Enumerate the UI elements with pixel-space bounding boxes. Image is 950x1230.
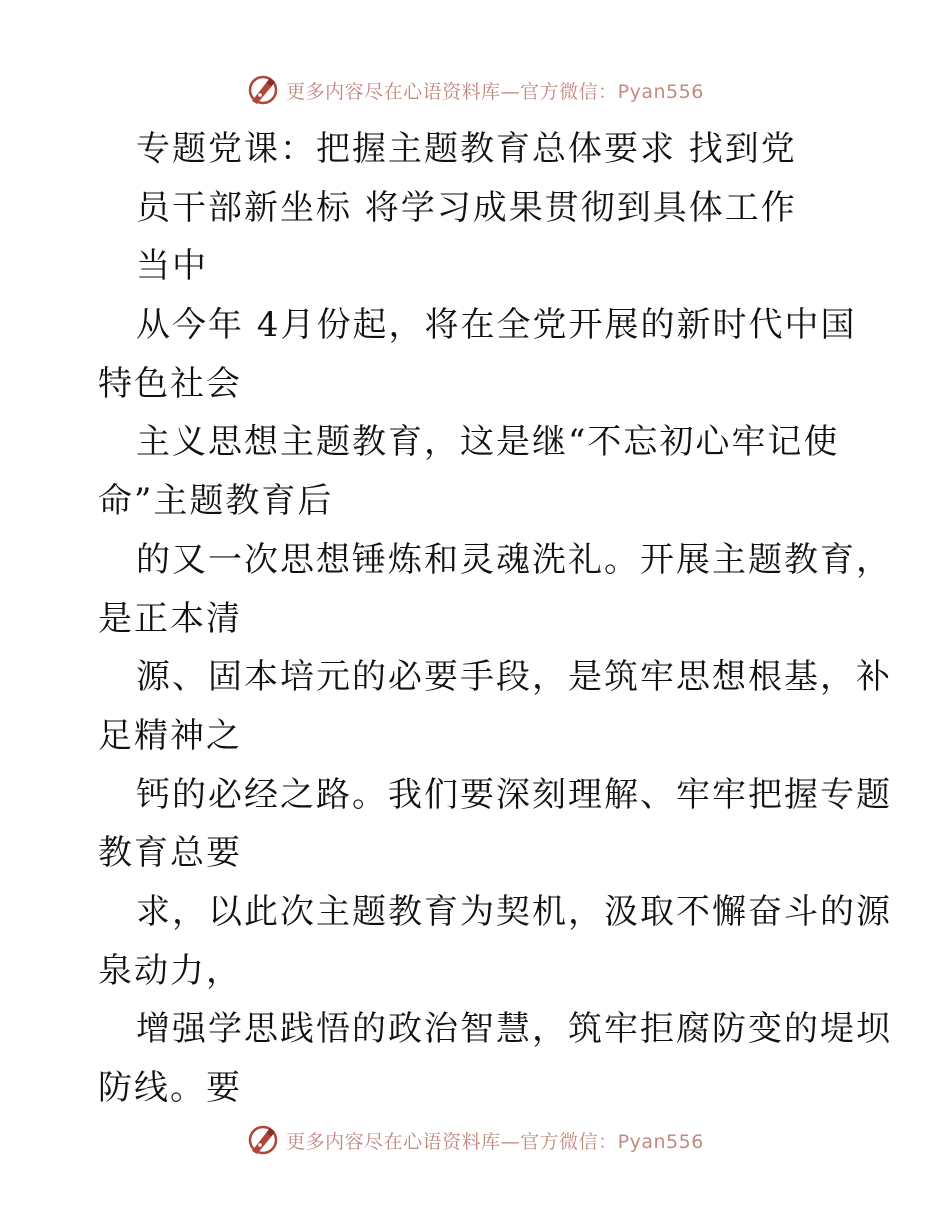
paragraph-line: 足精神之 (98, 715, 242, 756)
paragraph-line: 命”主题教育后 (98, 481, 334, 522)
paragraph-line: 泉动力， (98, 950, 242, 991)
document-body (98, 120, 892, 1118)
paragraph-line: 是正本清 (98, 598, 242, 639)
paragraph-line: 专题党课：把握主题教育总体要求 找到党 (136, 129, 797, 169)
header-brand: 更多内容尽在心语资料库 (286, 80, 501, 103)
header-text (286, 77, 704, 104)
footer-text (286, 1127, 704, 1154)
paragraph-line: 源、固本培元的必要手段，是筑牢思想根基，补 (136, 657, 892, 698)
header-wechat: 官方微信：Pyan556 (520, 80, 704, 103)
paragraph-line: 教育总要 (98, 833, 242, 874)
footer-banner-inner (246, 1123, 704, 1157)
paragraph-line: 从今年 4月份起，将在全党开展的新时代中国 (136, 305, 857, 346)
pen-logo-icon (246, 1123, 280, 1157)
paragraph-line: 当中 (136, 246, 208, 287)
footer-dash: — (500, 1130, 521, 1153)
paragraph-line: 防线。要 (98, 1068, 242, 1108)
footer-wechat: 官方微信：Pyan556 (520, 1130, 704, 1153)
paragraph-line: 特色社会 (98, 363, 242, 404)
paragraph-line: 主义思想主题教育，这是继“不忘初心牢记使 (136, 422, 840, 463)
paragraph-line: 增强学思践悟的政治智慧，筑牢拒腐防变的堤坝 (136, 1009, 892, 1050)
footer-brand: 更多内容尽在心语资料库 (286, 1130, 501, 1153)
paragraph-line: 求，以此次主题教育为契机，汲取不懈奋斗的源 (136, 891, 892, 932)
footer-banner[interactable] (0, 1120, 950, 1160)
header-dash: — (500, 80, 521, 103)
header-banner-inner (246, 73, 704, 107)
pen-logo-icon (246, 73, 280, 107)
paragraph-line: 钙的必经之路。我们要深刻理解、牢牢把握专题 (136, 774, 892, 815)
header-banner[interactable] (0, 70, 950, 110)
paragraph-line: 员干部新坐标 将学习成果贯彻到具体工作 (136, 187, 797, 228)
paragraph-line: 的又一次思想锤炼和灵魂洗礼。开展主题教育， (136, 539, 892, 580)
